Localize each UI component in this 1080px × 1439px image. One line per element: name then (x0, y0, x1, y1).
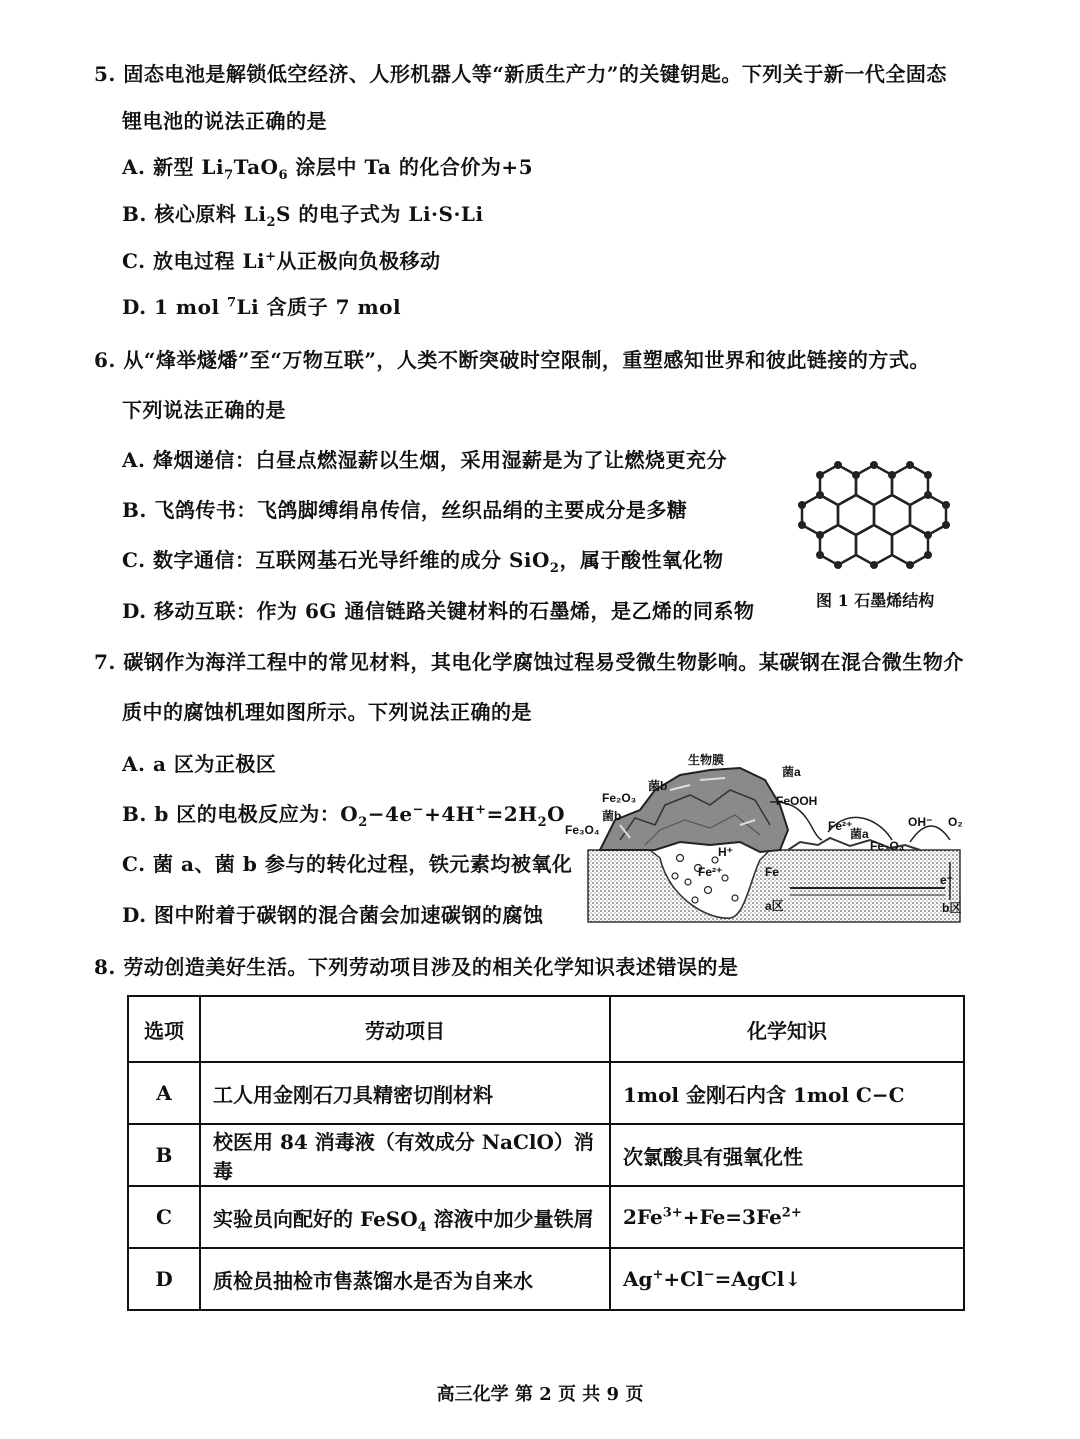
label-electron: e⁻ (940, 873, 954, 887)
q6-option-c: C. 数字通信：互联网基石光导纤维的成分 SiO$_2$，属于酸性氧化物 (122, 548, 724, 576)
q8-table (127, 995, 965, 1311)
figure-1-caption: 图 1 石墨烯结构 (816, 591, 935, 610)
q5-option-a: A. 新型 $Li_7TaO_6$ 涂层中 Ta 的化合价为+5 (122, 155, 534, 183)
q5-stem-line1: 5. 固态电池是解锁低空经济、人形机器人等“新质生产力”的关键钥匙。下列关于新一代全固态 (94, 62, 947, 86)
row-b-project: 校医用 84 消毒液（有效成分 NaClO）消毒 (200, 1124, 610, 1186)
q6-option-a: A. 烽烟递信：白昼点燃湿薪以生烟，采用湿薪是为了让燃烧更充分 (122, 448, 727, 472)
label-bacteria-a: 菌a (850, 827, 869, 841)
label-bacteria-b-top: 菌b (648, 779, 668, 793)
q5-option-d: D. 1 mol $^7$Li 含质子 7 mol (122, 295, 402, 319)
table-row (128, 1186, 964, 1248)
row-b-knowledge: 次氯酸具有强氧化性 (610, 1124, 964, 1186)
q7-option-d: D. 图中附着于碳钢的混合菌会加速碳钢的腐蚀 (122, 903, 544, 927)
label-fe: Fe (765, 865, 780, 879)
header-option: 选项 (128, 996, 200, 1062)
label-biofilm: 生物膜 (688, 753, 725, 767)
label-hydroxide: OH⁻ (908, 815, 933, 829)
label-fe3o4-left: Fe₃O₄ (565, 823, 600, 837)
row-d-project: 质检员抽检市售蒸馏水是否为自来水 (200, 1248, 610, 1310)
electron-formula: Li·S·Li (408, 202, 484, 226)
row-b-option: B (128, 1124, 200, 1186)
table-row (128, 1062, 964, 1124)
row-a-option: A (128, 1062, 200, 1124)
q5-stem-line2: 锂电池的说法正确的是 (122, 109, 327, 133)
row-d-option: D (128, 1248, 200, 1310)
label-fe2plus: Fe²⁺ (828, 819, 853, 833)
q7-option-b: B. b 区的电极反应为：$O_2-4e^-+4H^+=2H_2O$ (122, 802, 566, 830)
label-fe2plus-pit: Fe²⁺ (698, 865, 723, 879)
q7-option-a: A. a 区为正极区 (122, 752, 277, 776)
label-bacteria-b: 菌b (602, 809, 622, 823)
q5-option-c: C. 放电过程 Li+从正极向负极移动 (122, 249, 441, 273)
graphene-structure-figure (780, 455, 970, 585)
q7-stem-line2: 质中的腐蚀机理如图所示。下列说法正确的是 (122, 700, 532, 724)
table-row (128, 1248, 964, 1310)
row-c-knowledge: $2Fe^{3+}+Fe=3Fe^{2+}$ (610, 1186, 964, 1248)
q6-option-b: B. 飞鸽传书：飞鸽脚缚绢帛传信，丝织品绢的主要成分是多糖 (122, 498, 688, 522)
row-c-option: C (128, 1186, 200, 1248)
row-a-project: 工人用金刚石刀具精密切削材料 (200, 1062, 610, 1124)
label-hydrogen-ion: H⁺ (718, 845, 733, 859)
label-fe2o3: Fe₂O₃ (602, 791, 637, 805)
q7-stem-line1: 7. 碳钢作为海洋工程中的常见材料，其电化学腐蚀过程易受微生物影响。某碳钢在混合微生物介 (94, 650, 964, 674)
page-footer: 高三化学 第 2 页 共 9 页 (436, 1384, 644, 1405)
q8-stem: 8. 劳动创造美好生活。下列劳动项目涉及的相关化学知识表述错误的是 (94, 955, 739, 979)
label-fe3o4-right: Fe₃O₄ (870, 839, 905, 853)
q7-option-c: C. 菌 a、菌 b 参与的转化过程，铁元素均被氧化 (122, 852, 573, 876)
table-row (128, 1124, 964, 1186)
label-zone-a: a区 (765, 899, 784, 913)
q6-option-d: D. 移动互联：作为 6G 通信链路关键材料的石墨烯，是乙烯的同系物 (122, 599, 755, 623)
label-oxygen: O₂ (948, 815, 963, 829)
q6-stem-line2: 下列说法正确的是 (122, 398, 286, 422)
table-header-row (128, 996, 964, 1062)
row-d-knowledge: Ag++Cl−=AgCl↓ (610, 1248, 964, 1310)
label-zone-b: b区 (942, 901, 962, 915)
label-bacteria-a-top: 菌a (782, 765, 801, 779)
header-labor-project: 劳动项目 (200, 996, 610, 1062)
label-feooh: FeOOH (776, 794, 818, 808)
corrosion-mechanism-diagram (560, 750, 970, 925)
q5-option-b: B. 核心原料 $Li_2S$ 的电子式为 Li·S·Li (122, 202, 484, 230)
q6-stem-line1: 6. 从“烽举燧燔”至“万物互联”，人类不断突破时空限制，重塑感知世界和彼此链接的方式。 (94, 348, 930, 372)
row-a-knowledge: 1mol 金刚石内含 1mol C−C (610, 1062, 964, 1124)
header-chem-knowledge: 化学知识 (610, 996, 964, 1062)
row-c-project: 实验员向配好的 FeSO$_4$ 溶液中加少量铁屑 (200, 1186, 610, 1248)
